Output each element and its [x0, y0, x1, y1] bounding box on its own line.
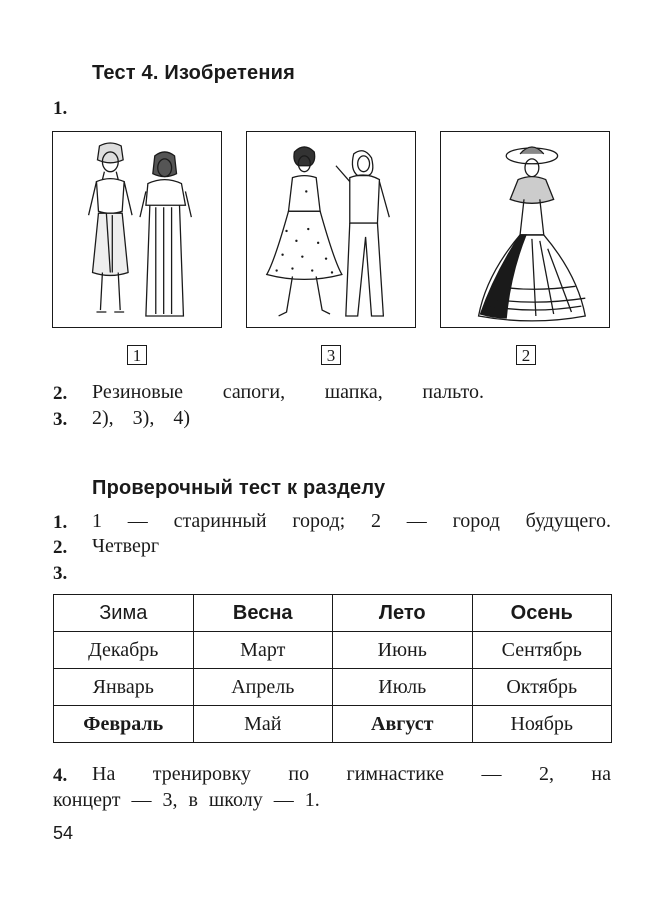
answer-text — [92, 381, 484, 404]
answer-box: 1 — [127, 345, 147, 365]
page-number: 54 — [53, 823, 74, 843]
word: гимнастике — [346, 763, 445, 785]
test-title: Тест 4. Изобретения — [92, 62, 296, 84]
table-header: Весна — [193, 595, 333, 632]
question-number: 1. — [53, 98, 68, 119]
word: сапоги, — [222, 381, 286, 403]
answer-box: 3 — [321, 345, 341, 365]
table-cell: Май — [193, 706, 333, 743]
picture-crinoline — [440, 131, 610, 328]
table-cell: Октябрь — [472, 669, 612, 706]
word: 2 — [371, 510, 381, 532]
question-number: 3. — [53, 563, 68, 584]
word: город — [452, 510, 500, 532]
table-cell: Июль — [333, 669, 473, 706]
table-cell: Январь — [54, 669, 194, 706]
question-number: 3. — [53, 409, 68, 430]
picture-modern — [246, 131, 416, 328]
table-cell: Март — [193, 632, 333, 669]
question-number: 2. — [53, 537, 68, 558]
word: — — [406, 510, 427, 532]
table-cell: Февраль — [54, 706, 194, 743]
modern-women-clothing-illustration — [247, 132, 415, 327]
table-cell: Август — [333, 706, 473, 743]
word: по — [288, 763, 310, 785]
egyptian-costume-illustration — [53, 132, 221, 327]
word: 3), — [132, 407, 155, 429]
table-row — [54, 595, 612, 632]
answer-text: Четверг — [92, 535, 160, 557]
table-cell: Сентябрь — [472, 632, 612, 669]
answer-text — [92, 763, 611, 786]
answer-text — [92, 510, 611, 533]
table-header: Зима — [54, 595, 194, 632]
table-cell: Апрель — [193, 669, 333, 706]
word: на — [591, 763, 611, 785]
word: будущего. — [525, 510, 611, 532]
answer-text: концерт — 3, в школу — 1. — [53, 789, 320, 811]
word: 1 — [92, 510, 102, 532]
word: пальто. — [422, 381, 484, 403]
word: На — [92, 763, 116, 785]
table-cell: Ноябрь — [472, 706, 612, 743]
word: тренировку — [152, 763, 251, 785]
answer-box: 2 — [516, 345, 536, 365]
question-number: 1. — [53, 512, 68, 533]
word: 4) — [173, 407, 190, 429]
answer-text — [92, 407, 190, 430]
table-cell: Декабрь — [54, 632, 194, 669]
crinoline-dress-lady-illustration — [441, 132, 609, 327]
word: шапка, — [324, 381, 383, 403]
word: — — [127, 510, 148, 532]
word: город; — [292, 510, 346, 532]
table-row — [54, 632, 612, 669]
table-header: Лето — [333, 595, 473, 632]
word: старинный — [173, 510, 267, 532]
question-number: 4. — [53, 765, 68, 786]
question-number: 2. — [53, 383, 68, 404]
table-row — [54, 706, 612, 743]
table-cell: Июнь — [333, 632, 473, 669]
section-title: Проверочный тест к разделу — [92, 477, 386, 499]
word: — — [481, 763, 502, 785]
table-header: Осень — [472, 595, 612, 632]
picture-egyptian — [52, 131, 222, 328]
seasons-table — [53, 594, 612, 743]
word: 2, — [538, 763, 554, 785]
word: 2), — [92, 407, 114, 429]
table-row — [54, 669, 612, 706]
word: Резиновые — [92, 381, 184, 403]
